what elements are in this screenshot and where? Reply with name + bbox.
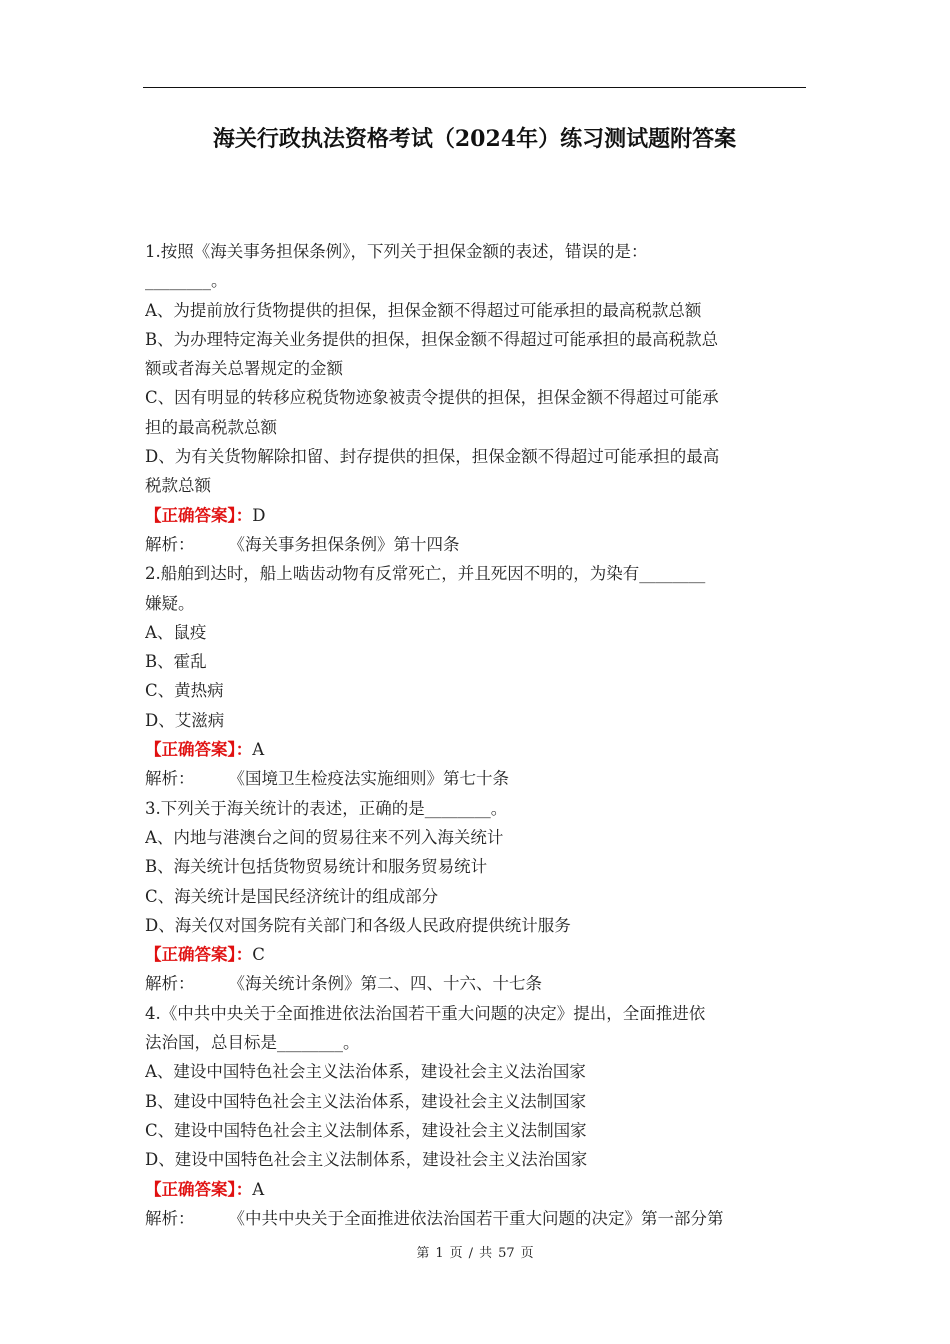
footer-page-prefix: 第 [416, 1246, 430, 1261]
option-line: 税款总额 [145, 476, 211, 496]
option-line: D、为有关货物解除扣留、封存提供的担保，担保金额不得超过可能承担的最高 [145, 447, 720, 467]
option-line: C、黄热病 [145, 681, 224, 701]
question-block [145, 237, 807, 559]
answer-label: 【正确答案】： [145, 945, 253, 965]
explanation-line [145, 1204, 807, 1233]
question-stem-line: 2.船舶到达时，船上啮齿动物有反常死亡，并且死因不明的，为染有________ [145, 564, 706, 584]
answer-value: A [252, 1179, 265, 1199]
explanation-label: 解析： [145, 534, 195, 554]
explanation-line [145, 764, 807, 793]
question-stem-line: 嫌疑。 [145, 593, 195, 613]
option-line: D、建设中国特色社会主义法制体系，建设社会主义法治国家 [145, 1150, 588, 1170]
option-line: C、因有明显的转移应税货物迹象被责令提供的担保，担保金额不得超过可能承 [145, 388, 719, 408]
answer-value: C [252, 945, 265, 965]
explanation-text: 《海关事务担保条例》第十四条 [228, 534, 460, 554]
footer-total-pages: 57 [498, 1246, 515, 1261]
answer-line [145, 735, 807, 764]
option-line: 担的最高税款总额 [145, 417, 277, 437]
answer-label: 【正确答案】： [145, 1179, 253, 1199]
answer-line [145, 1175, 807, 1204]
option-line: D、艾滋病 [145, 710, 225, 730]
question-list [145, 237, 807, 1233]
footer-total-prefix: 共 [479, 1246, 493, 1261]
answer-value: D [252, 505, 266, 525]
footer-total-unit: 页 [520, 1246, 534, 1261]
explanation-label: 解析： [145, 1208, 195, 1228]
question-block [145, 794, 807, 999]
footer-separator: / [468, 1246, 474, 1261]
option-line: B、建设中国特色社会主义法治体系，建设社会主义法制国家 [145, 1091, 587, 1111]
question-stem-line: ________。 [145, 271, 228, 291]
option-line: A、内地与港澳台之间的贸易往来不列入海关统计 [145, 827, 504, 847]
answer-label: 【正确答案】： [145, 740, 253, 760]
option-line: C、建设中国特色社会主义法制体系，建设社会主义法制国家 [145, 1120, 587, 1140]
explanation-text: 《中共中央关于全面推进依法治国若干重大问题的决定》第一部分第 [228, 1208, 724, 1228]
question-block [145, 999, 807, 1233]
option-line: D、海关仅对国务院有关部门和各级人民政府提供统计服务 [145, 915, 571, 935]
page-footer [0, 1244, 950, 1264]
option-line: B、霍乱 [145, 652, 207, 672]
option-line: B、为办理特定海关业务提供的担保，担保金额不得超过可能承担的最高税款总 [145, 329, 719, 349]
explanation-line [145, 530, 807, 559]
footer-page-number: 1 [435, 1246, 444, 1261]
option-line: 额或者海关总署规定的金额 [145, 359, 343, 379]
option-line: A、为提前放行货物提供的担保，担保金额不得超过可能承担的最高税款总额 [145, 300, 702, 320]
answer-line [145, 940, 807, 969]
explanation-text: 《国境卫生检疫法实施细则》第七十条 [228, 769, 509, 789]
footer-page-unit: 页 [449, 1246, 463, 1261]
explanation-label: 解析： [145, 769, 195, 789]
question-stem-line: 3.下列关于海关统计的表述，正确的是________。 [145, 798, 508, 818]
question-stem-line: 4.《中共中央关于全面推进依法治国若干重大问题的决定》提出，全面推进依 [145, 1003, 706, 1023]
document-title: 海关行政执法资格考试（2024年）练习测试题附答案 [212, 126, 737, 152]
answer-line [145, 501, 807, 530]
option-line: A、鼠疫 [145, 622, 207, 642]
question-stem-line: 1.按照《海关事务担保条例》，下列关于担保金额的表述，错误的是： [145, 242, 648, 261]
option-line: A、建设中国特色社会主义法治体系，建设社会主义法治国家 [145, 1062, 586, 1082]
answer-value: A [252, 740, 265, 760]
header-rule [143, 87, 806, 88]
explanation-line [145, 969, 807, 998]
question-stem-line: 法治国，总目标是________。 [145, 1033, 360, 1053]
explanation-text: 《海关统计条例》第二、四、十六、十七条 [228, 974, 542, 994]
option-line: C、海关统计是国民经济统计的组成部分 [145, 886, 439, 906]
answer-label: 【正确答案】： [145, 505, 253, 525]
option-line: B、海关统计包括货物贸易统计和服务贸易统计 [145, 857, 488, 877]
explanation-label: 解析： [145, 974, 195, 994]
question-block [145, 559, 807, 793]
